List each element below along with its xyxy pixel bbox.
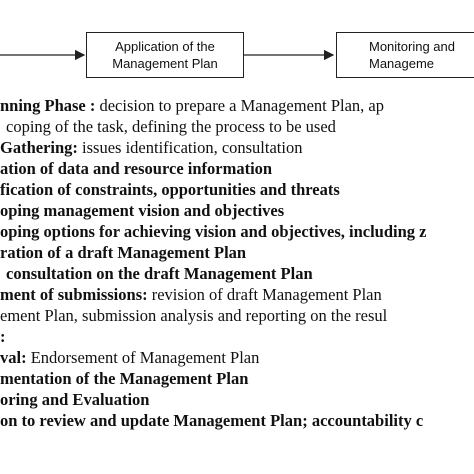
step-bold: :: [0, 327, 6, 346]
step-text: issues identification, consultation: [77, 138, 303, 157]
step-line: [0, 96, 384, 116]
step-bold: ation of data and resource information: [0, 159, 273, 178]
step-bold: ration of a draft Management Plan: [0, 243, 247, 262]
step-line: [0, 369, 248, 389]
step-bold: oring and Evaluation: [0, 390, 150, 409]
step-bold: mentation of the Management Plan: [0, 369, 249, 388]
step-bold: Gathering:: [0, 138, 78, 157]
monitoring-box-line2: Manageme: [369, 56, 435, 71]
step-line: [0, 243, 246, 263]
step-line: [0, 306, 387, 326]
step-text: decision to prepare a Management Plan, ap: [95, 96, 385, 115]
step-bold: consultation on the draft Management Plan: [6, 264, 313, 283]
step-line: [0, 180, 340, 200]
step-line: [0, 222, 426, 242]
step-bold: val:: [0, 348, 27, 367]
step-line: [0, 348, 259, 368]
step-text: coping of the task, defining the process to be used: [6, 117, 336, 136]
monitoring-box: [336, 32, 474, 78]
step-line: [0, 201, 284, 221]
step-bold: oping management vision and objectives: [0, 201, 285, 220]
step-bold: on to review and update Management Plan; accountability c: [0, 411, 424, 430]
application-box-line2: Management Plan: [112, 56, 218, 71]
application-box-line1: Application of the: [115, 39, 215, 54]
step-line: [6, 117, 336, 137]
step-bold: fication of constraints, opportunities and threats: [0, 180, 340, 199]
monitoring-box-line1: Monitoring and: [369, 39, 455, 54]
step-line: [0, 159, 272, 179]
step-line: [0, 327, 6, 347]
step-line: [0, 411, 423, 431]
step-text: ement Plan, submission analysis and reporting on the resul: [0, 306, 388, 325]
step-line: [0, 390, 149, 410]
step-bold: oping options for achieving vision and objectives, including z: [0, 222, 427, 241]
step-bold: ment of submissions:: [0, 285, 148, 304]
application-box: [86, 32, 244, 78]
step-line: [0, 285, 382, 305]
step-line: [0, 138, 302, 158]
step-text: revision of draft Management Plan: [147, 285, 382, 304]
step-bold: nning Phase :: [0, 96, 96, 115]
step-text: Endorsement of Management Plan: [26, 348, 260, 367]
step-line: [6, 264, 313, 284]
